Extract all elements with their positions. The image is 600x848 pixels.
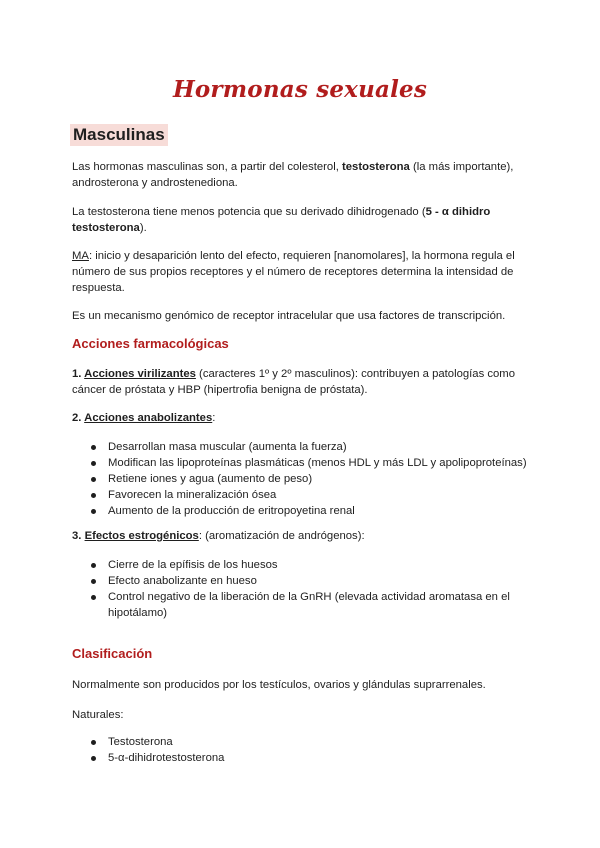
label-acciones-virilizantes: Acciones virilizantes	[84, 368, 196, 380]
list-item: Efecto anabolizante en hueso	[72, 573, 512, 589]
list-item: Cierre de la epífisis de los huesos	[72, 557, 512, 573]
section-heading-clasificacion: Clasificación	[72, 646, 153, 661]
list-item: Desarrollan masa muscular (aumenta la fuerza)	[72, 439, 542, 455]
list-item: Aumento de la producción de eritropoyetina renal	[72, 503, 542, 519]
label-efectos-estrogenicos: Efectos estrogénicos	[84, 530, 199, 542]
label-acciones-anabolizantes: Acciones anabolizantes	[84, 412, 213, 424]
paragraph-hormonas-masculinas: Las hormonas masculinas son, a partir del colesterol, testosterona (la más importante), androsterona y androstenediona.	[72, 161, 514, 189]
page-title: Hormonas sexuales	[172, 76, 428, 103]
section-heading-acciones: Acciones farmacológicas	[72, 336, 229, 351]
paragraph-clasificacion: Normalmente son producidos por los testículos, ovarios y glándulas suprarrenales.	[72, 679, 486, 691]
paragraph-mecanismo-accion: MA: inicio y desaparición lento del efecto, requieren [nanomolares], la hormona regula el número de sus propios receptores y el número de receptores determina la intensidad de respuesta.	[72, 250, 515, 294]
paragraph-testosterona-potencia: La testosterona tiene menos potencia que su derivado dihidrogenado (5 - α dihidro testosterona).	[72, 206, 491, 234]
label-naturales: Naturales:	[72, 709, 124, 721]
abbr-ma: MA	[72, 250, 89, 262]
list-item: Retiene iones y agua (aumento de peso)	[72, 471, 542, 487]
list-item: Control negativo de la liberación de la GnRH (elevada actividad aromatasa en el hipotálamo)	[72, 589, 512, 621]
paragraph-acciones-virilizantes: 1. Acciones virilizantes (caracteres 1º y 2º masculinos): contribuyen a patologías como cáncer de próstata y HBP (hipertrofia benigna de próstata).	[72, 368, 515, 396]
paragraph-mecanismo-genomico: Es un mecanismo genómico de receptor intracelular que usa factores de transcripción.	[72, 310, 506, 322]
list-item: 5-α-dihidrotestosterona	[72, 750, 542, 766]
list-naturales	[72, 734, 542, 766]
bold-testosterona: testosterona	[342, 161, 410, 173]
list-item: Favorecen la mineralización ósea	[72, 487, 542, 503]
list-item: Modifican las lipoproteínas plasmáticas (menos HDL y más LDL y apolipoproteínas)	[72, 455, 542, 471]
section-heading-masculinas: Masculinas	[70, 124, 168, 146]
list-anabolizantes	[72, 439, 542, 519]
list-item: Testosterona	[72, 734, 542, 750]
paragraph-efectos-estrogenicos: 3. Efectos estrogénicos: (aromatización de andrógenos):	[72, 530, 365, 542]
list-estrogenicos	[72, 557, 512, 621]
paragraph-acciones-anabolizantes: 2. Acciones anabolizantes:	[72, 412, 216, 424]
